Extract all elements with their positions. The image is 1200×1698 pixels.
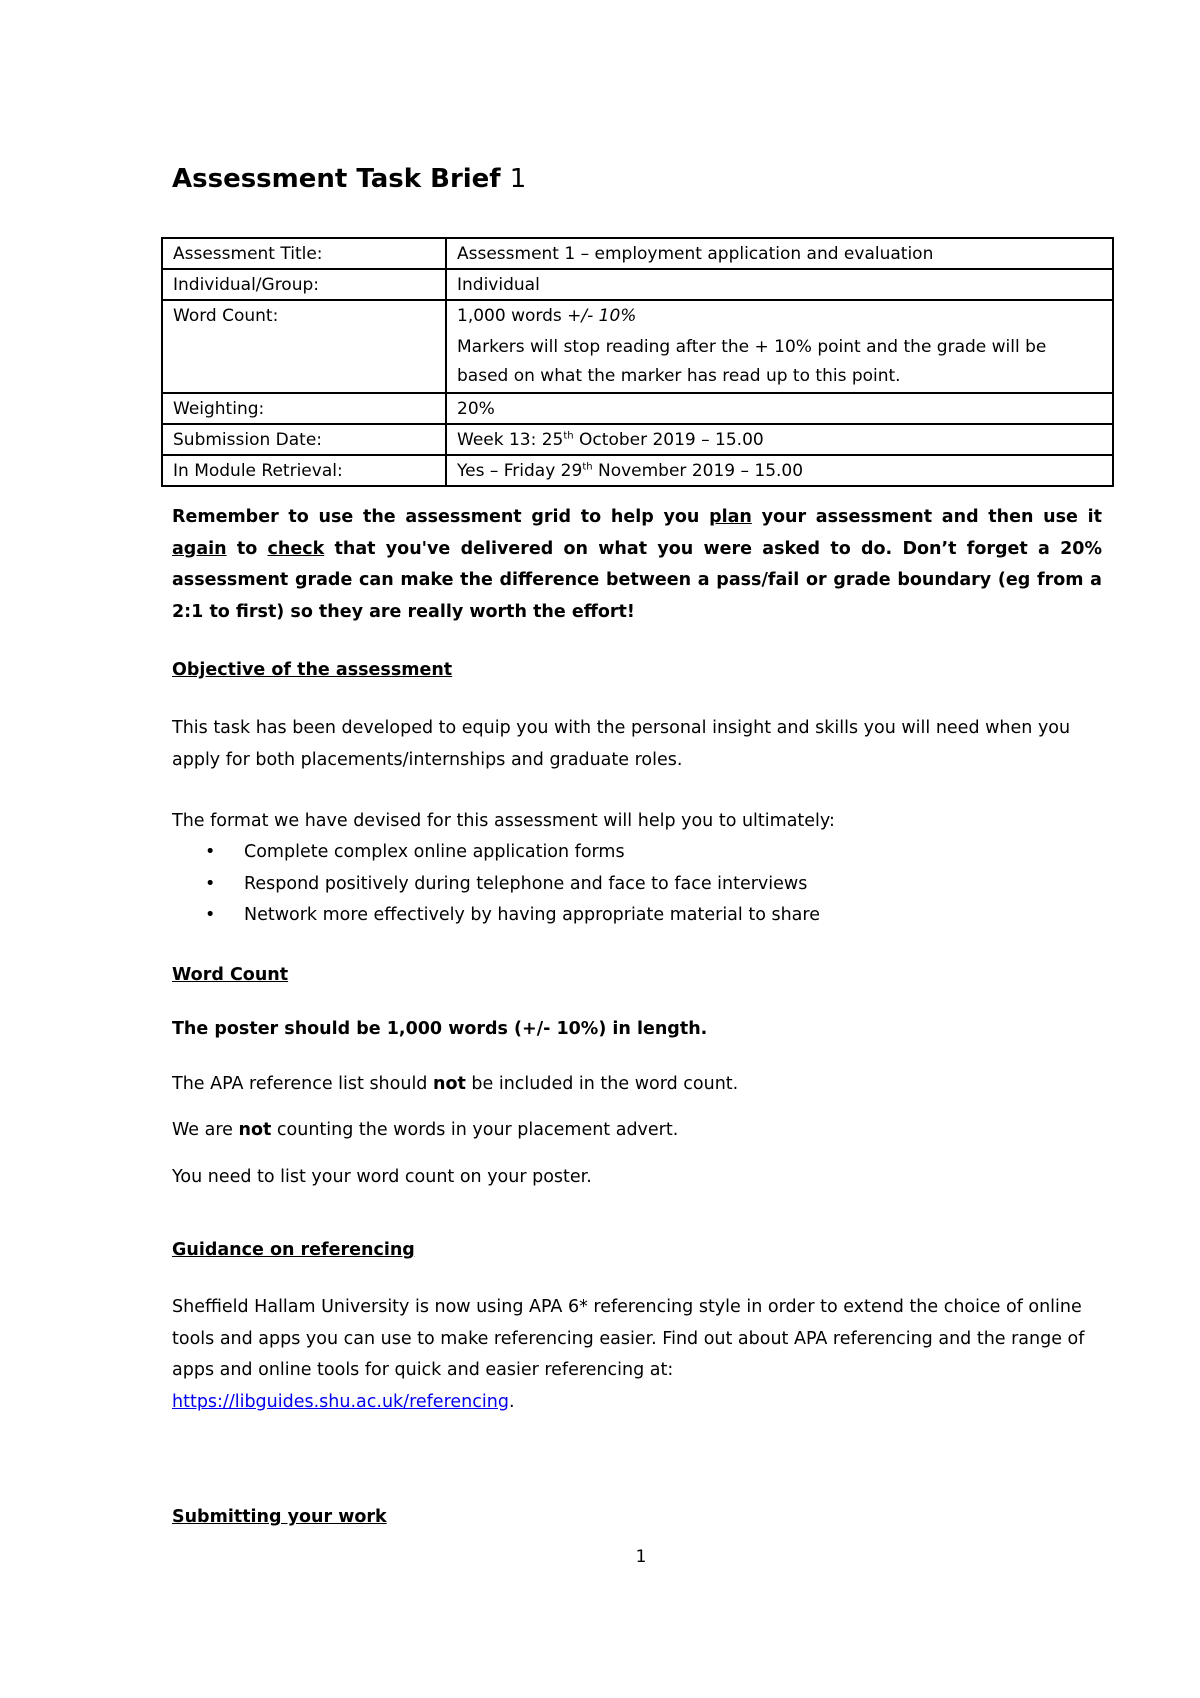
note-text: We are <box>172 1120 239 1140</box>
table-key: In Module Retrieval: <box>162 455 446 486</box>
word-count-note: Markers will stop reading after the + 10% point and the grade will be based on what the marker has read up to this point. <box>457 337 1047 386</box>
table-key: Weighting: <box>162 393 446 424</box>
submitting-heading: Submitting your work <box>172 1507 387 1527</box>
bullet-icon: • <box>205 842 216 862</box>
reminder-paragraph <box>172 502 1102 628</box>
list-item <box>172 869 1102 901</box>
table-row <box>162 455 1113 486</box>
note-text: The APA reference list should <box>172 1074 433 1094</box>
table-value: Assessment 1 – employment application and evaluation <box>446 238 1113 269</box>
word-count-note-list: You need to list your word count on your poster. <box>172 1167 592 1187</box>
ordinal-suffix: th <box>563 430 574 442</box>
reminder-text: your assessment and then use it <box>751 507 1102 527</box>
list-item <box>172 900 1102 932</box>
table-value <box>446 300 1113 393</box>
table-value <box>446 424 1113 455</box>
table-key: Individual/Group: <box>162 269 446 300</box>
word-count-note-advert <box>172 1115 1102 1147</box>
format-bullet-list <box>172 837 1102 932</box>
assessment-details-table <box>161 237 1114 487</box>
referencing-link[interactable]: https://libguides.shu.ac.uk/referencing <box>172 1391 509 1412</box>
reminder-emphasis: again <box>172 538 227 559</box>
table-key: Word Count: <box>162 300 446 393</box>
table-row <box>162 300 1113 393</box>
list-item <box>172 837 1102 869</box>
table-row <box>162 424 1113 455</box>
note-emphasis: not <box>238 1120 272 1140</box>
reminder-text: Remember to use the assessment grid to help you <box>172 507 710 527</box>
reminder-text: that you've delivered on what you were asked to do. Don’t forget a 20% assessment grade can make the difference between a pass/fail or grade boundary (eg from a 2:1 to first) so they are really worth the effort! <box>172 538 1102 622</box>
bullet-icon: • <box>205 905 216 925</box>
objective-heading: Objective of the assessment <box>172 660 453 680</box>
word-count-requirement: The poster should be 1,000 words (+/- 10%) in length. <box>172 1019 708 1039</box>
retrieval-date-text: Yes – Friday 29 <box>457 461 583 481</box>
title-text: Assessment Task Brief <box>172 164 501 194</box>
objective-paragraph: This task has been developed to equip you with the personal insight and skills you will need when you apply for both placements/internships and graduate roles. <box>172 718 1071 770</box>
retrieval-date-rest: November 2019 – 15.00 <box>592 461 804 481</box>
table-value <box>446 455 1113 486</box>
referencing-heading: Guidance on referencing <box>172 1240 415 1260</box>
reminder-emphasis: check <box>267 538 325 559</box>
table-row <box>162 393 1113 424</box>
referencing-text: Sheffield Hallam University is now using APA 6* referencing style in order to extend the choice of online tools and apps you can use to make referencing easier. Find out about APA referencing and the range of apps and online tools for quick and easier referencing at: <box>172 1297 1085 1380</box>
submission-date-rest: October 2019 – 15.00 <box>573 430 764 450</box>
reminder-text: to <box>226 538 268 559</box>
word-count-note-apa <box>172 1069 1102 1101</box>
table-key: Submission Date: <box>162 424 446 455</box>
page-title <box>172 164 526 194</box>
word-count-heading: Word Count <box>172 965 289 985</box>
list-item-text: Network more effectively by having appropriate material to share <box>244 905 820 925</box>
note-text: be included in the word count. <box>465 1074 739 1094</box>
submission-date-text: Week 13: 25 <box>457 430 564 450</box>
table-value: Individual <box>446 269 1113 300</box>
list-item-text: Respond positively during telephone and face to face interviews <box>244 873 808 894</box>
note-text: counting the words in your placement advert. <box>271 1120 679 1140</box>
word-count-value: 1,000 words <box>457 306 562 326</box>
table-key: Assessment Title: <box>162 238 446 269</box>
ordinal-suffix: th <box>582 461 593 473</box>
list-item-text: Complete complex online application forms <box>244 842 625 862</box>
table-value: 20% <box>446 393 1113 424</box>
page-number: 1 <box>635 1547 647 1567</box>
format-intro: The format we have devised for this assessment will help you to ultimately: <box>172 811 835 831</box>
table-row <box>162 238 1113 269</box>
title-number: 1 <box>509 164 527 194</box>
table-row <box>162 269 1113 300</box>
reminder-emphasis: plan <box>709 507 752 527</box>
bullet-icon: • <box>205 873 216 894</box>
word-count-tolerance: +/- 10% <box>567 306 637 326</box>
referencing-paragraph <box>172 1292 1102 1418</box>
referencing-tail: . <box>508 1391 515 1412</box>
note-emphasis: not <box>432 1074 466 1094</box>
